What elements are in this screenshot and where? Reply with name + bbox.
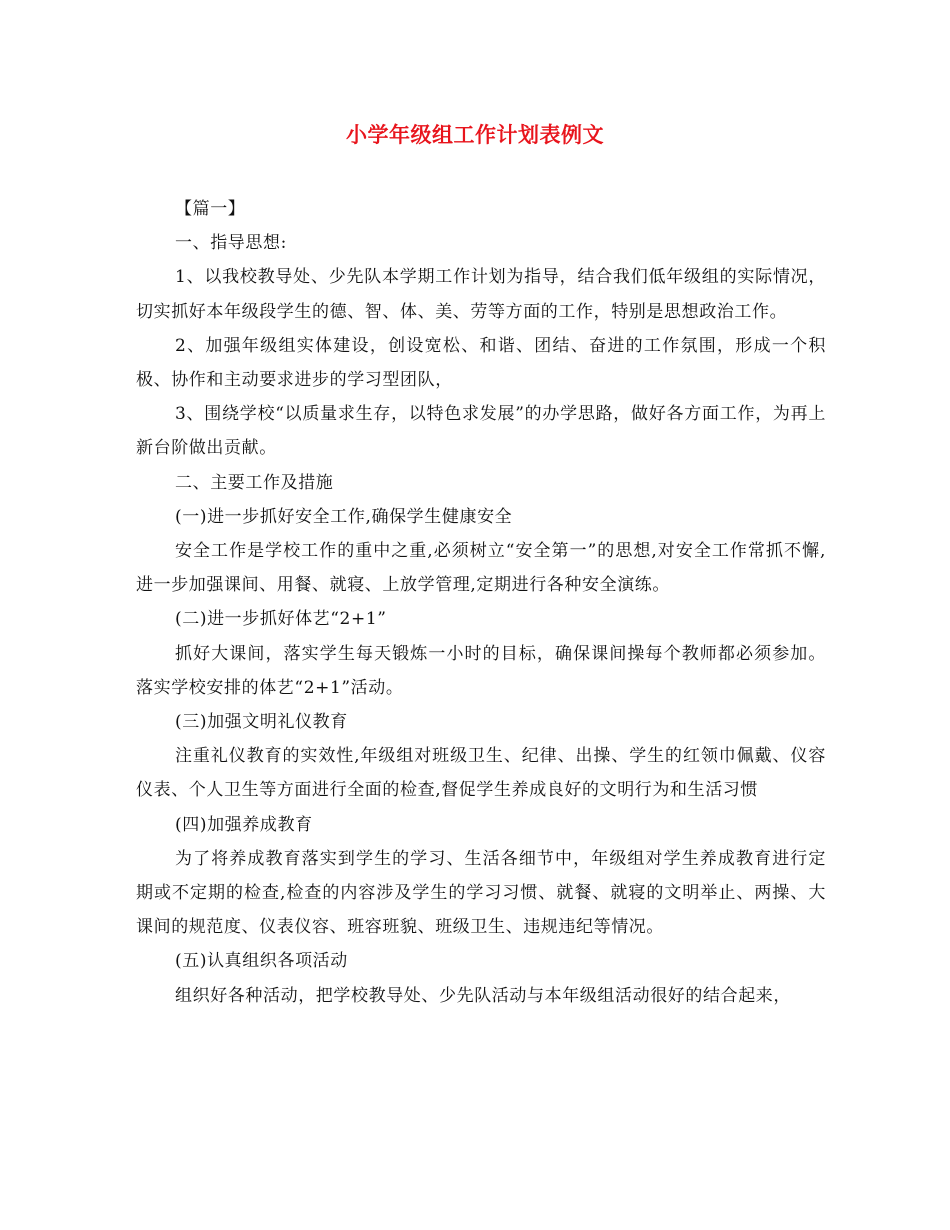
subheading: (五)认真组织各项活动 xyxy=(175,951,348,972)
document-body xyxy=(136,192,826,1013)
document-title: 小学年级组工作计划表例文 xyxy=(346,122,604,147)
paragraph: 2、加强年级组实体建设，创设宽松、和谐、团结、奋进的工作氛围，形成一个积极、协作和主动要求进步的学习型团队， xyxy=(136,335,826,391)
heading-main-work: 二、主要工作及措施 xyxy=(175,472,334,493)
paragraph: 为了将养成教育落实到学生的学习、生活各细节中，年级组对学生养成教育进行定期或不定期的检查,检查的内容涉及学生的学习习惯、就餐、就寝的文明举止、两操、大课间的规范度、仪表仪容、班容班貌、班级卫生、违规违纪等情况。 xyxy=(136,848,826,938)
subheading: (一)进一步抓好安全工作,确保学生健康安全 xyxy=(175,506,513,527)
paragraph: 安全工作是学校工作的重中之重,必须树立“安全第一”的思想,对安全工作常抓不懈,进一步加强课间、用餐、就寝、上放学管理,定期进行各种安全演练。 xyxy=(136,541,826,596)
heading-guiding-ideology: 一、指导思想: xyxy=(175,233,287,254)
paragraph: 1、以我校教导处、少先队本学期工作计划为指导，结合我们低年级组的实际情况，切实抓好本年级段学生的德、智、体、美、劳等方面的工作，特别是思想政治工作。 xyxy=(136,267,826,322)
paragraph: 注重礼仪教育的实效性,年级组对班级卫生、纪律、出操、学生的红领巾佩戴、仪容仪表、个人卫生等方面进行全面的检查,督促学生养成良好的文明行为和生活习惯 xyxy=(136,746,826,801)
paragraph: 抓好大课间，落实学生每天锻炼一小时的目标，确保课间操每个教师都必须参加。落实学校安排的体艺“2+1”活动。 xyxy=(136,643,826,698)
subheading: (二)进一步抓好体艺“2+1” xyxy=(175,609,387,630)
section-label: 【篇一】 xyxy=(175,199,246,219)
subheading: (四)加强养成教育 xyxy=(175,814,313,835)
paragraph: 组织好各种活动，把学校教导处、少先队活动与本年级组活动很好的结合起来， xyxy=(175,985,791,1006)
subheading: (三)加强文明礼仪教育 xyxy=(175,712,348,733)
paragraph: 3、围绕学校“以质量求生存，以特色求发展”的办学思路，做好各方面工作，为再上新台阶做出贡献。 xyxy=(136,404,826,459)
